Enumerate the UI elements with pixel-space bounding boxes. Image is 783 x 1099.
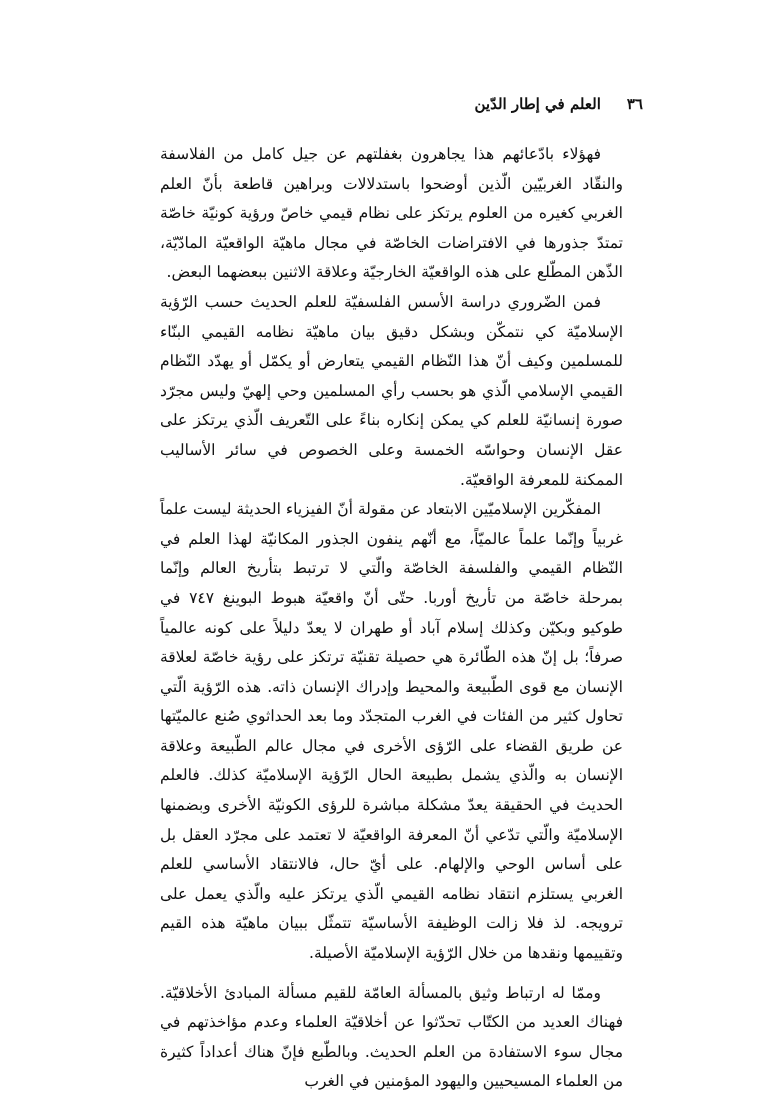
running-title: العلم في إطار الدّين	[474, 95, 601, 113]
body-text	[160, 140, 623, 1097]
paragraph: المفكّرين الإسلاميّين الابتعاد عن مقولة أنّ الفيزياء الحديثة ليست علماً غربياً وإنّما علماً عالميّاً، مع أنّهم ينفون الجذور المكانيّة لهذا العلم في النّظام القيمي والفلسفة الخاصّة والّتي لا ترتبط بتأريخ العالم وإنّما بمرحلة خاصّة من تأريخ أوربا. حتّى أنّ واقعيّة هبوط البوينغ ٧٤٧ في طوكيو وبكيّن وكذلك إسلام آباد أو طهران لا يعدّ دليلاً على كونه عالمياً صرفاً؛ بل إنّ هذه الطّائرة هي حصيلة تقنيّة ترتكز على رؤية خاصّة لعلاقة الإنسان مع قوى الطّبيعة والمحيط وإدراك الإنسان ذاته. هذه الرّؤية الّتي تحاول كثير من الفئات في الغرب المتجدّد وما بعد الحداثوي صُنع عالميّتها عن طريق القضاء على الرّؤى الأخرى في مجال عالم الطّبيعة وعلاقة الإنسان به والّذي يشمل بطبيعة الحال الرّؤية الإسلاميّة كذلك. فالعلم الحديث في الحقيقة يعدّ مشكلة مباشرة للرؤى الكونيّة الأخرى وبضمنها الإسلاميّة والّتي تدّعي أنّ المعرفة الواقعيّة لا تعتمد على مجرّد العقل بل على أساس الوحي والإلهام. على أيّ حال، فالانتقاد الأساسي للعلم الغربي يستلزم انتقاد نظامه القيمي الّذي يرتكز عليه والّذي يعمل على ترويجه. لذ فلا زالت الوظيفة الأساسيّة تتمثّل ببيان ماهيّة هذه القيم وتقييمها ونقدها من خلال الرّؤية الإسلاميّة الأصيلة.	[160, 500, 623, 963]
page-number: ٣٦	[626, 95, 643, 113]
running-header	[140, 92, 643, 116]
paragraph: فهؤلاء بادّعائهم هذا يجاهرون بغفلتهم عن جيل كامل من الفلاسفة والنقّاد الغربيّين الّذين أوضحوا باستدلالات وبراهين قاطعة بأنّ العلم الغربي كغيره من العلوم يرتكز على نظام قيمي خاصّ ورؤية كونيّة خاصّة تمتدّ جذورها في الافتراضات الخاصّة في مجال ماهيّة الواقعيّة المادّيّة، الذّهن المطّلع على هذه الواقعيّة الخارجيّة وعلاقة الاثنين ببعضهما البعض.	[160, 145, 623, 282]
paragraph: وممّا له ارتباط وثيق بالمسألة العامّة للقيم مسألة المبادئ الأخلاقيّة. فهناك العديد من الكتّاب تحدّثوا عن أخلاقيّة العلماء وعدم مؤاخذتهم في مجال سوء الاستفادة من العلم الحديث. وبالطّبع فإنّ هناك أعداداً كثيرة من العلماء المسيحيين واليهود المؤمنين في الغرب	[160, 983, 623, 1091]
paragraph: فمن الضّروري دراسة الأسس الفلسفيّة للعلم الحديث حسب الرّؤية الإسلاميّة كي نتمكّن وبشكل دقيق بيان ماهيّة نظامه القيمي البنّاء للمسلمين وكيف أنّ هذا النّظام القيمي يتعارض أو يكمّل أو يهدّد النّظام القيمي الإسلامي الّذي هو بحسب رأي المسلمين وحي إلهيّ وليس مجرّد صورة إنسانيّة للعلم كي يمكن إنكاره بناءً على التّعريف الّذي يرتكز على عقل الإنسان وحواسّه الخمسة وعلى الخصوص في سائر الأساليب الممكنة للمعرفة الواقعيّة.	[160, 292, 623, 489]
